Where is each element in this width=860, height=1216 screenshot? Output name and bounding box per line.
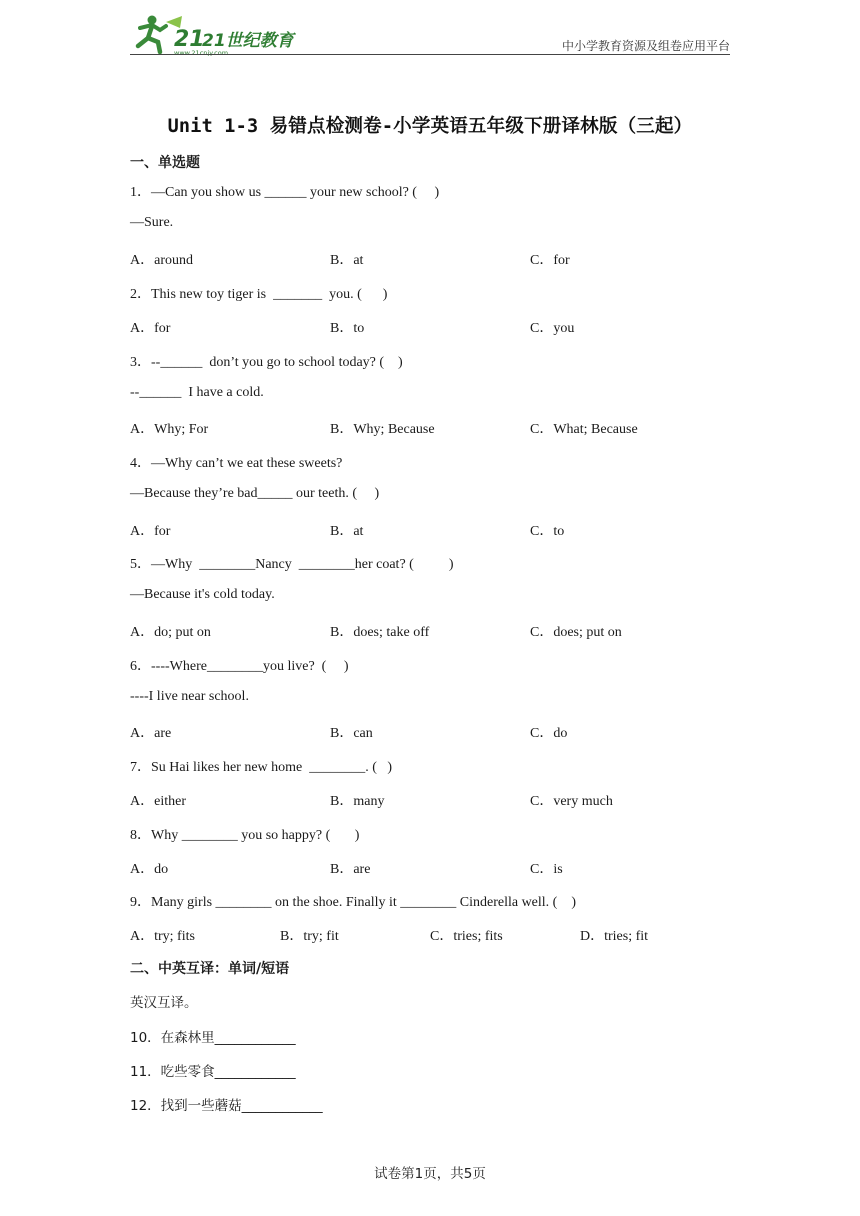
q9-option-c: C．tries; fits [430, 929, 503, 944]
q3-option-b: B．Why; Because [330, 422, 435, 437]
q6-option-b: B．can [330, 726, 373, 741]
question-7-stem: 7．Su Hai likes her new home ________. ( ) [130, 760, 393, 775]
page-number-footer: 试卷第1页，共5页 [374, 1166, 486, 1182]
q3-option-a: A．Why; For [130, 422, 209, 437]
question-1-stem: 1．—Can you show us ______ your new school? ( ) [130, 185, 440, 200]
q2-option-c: C．you [530, 321, 575, 336]
question-11: 11．吃些零食____________ [130, 1064, 296, 1080]
q7-option-a: A．either [130, 794, 186, 809]
question-3-reply: --______ I have a cold. [130, 385, 264, 400]
page-title: Unit 1-3 易错点检测卷-小学英语五年级下册译林版（三起） [167, 116, 693, 137]
question-5-reply: —Because it's cold today. [130, 587, 275, 602]
q5-option-c: C．does; put on [530, 625, 622, 640]
question-12: 12．找到一些蘑菇____________ [130, 1098, 323, 1114]
question-1-reply: —Sure. [130, 215, 174, 230]
q8-option-a: A．do [130, 862, 169, 877]
q1-option-b: B．at [330, 253, 364, 268]
q6-option-c: C．do [530, 726, 568, 741]
question-6-stem: 6．----Where________you live? ( ) [130, 659, 349, 674]
section-heading-1: 一、单选题 [130, 155, 200, 171]
q1-option-a: A．around [130, 253, 193, 268]
question-9-stem: 9．Many girls ________ on the shoe. Finally it ________ Cinderella well. ( ) [130, 895, 577, 910]
question-4-stem: 4．—Why can’t we eat these sweets? [130, 456, 343, 471]
q9-option-d: D．tries; fit [580, 929, 649, 944]
question-8-stem: 8．Why ________ you so happy? ( ) [130, 828, 360, 843]
q4-option-c: C．to [530, 524, 565, 539]
question-10: 10．在森林里____________ [130, 1030, 296, 1046]
q9-option-a: A．try; fits [130, 929, 195, 944]
section-2-instruction: 英汉互译。 [130, 995, 198, 1011]
q1-option-c: C．for [530, 253, 570, 268]
q5-option-a: A．do; put on [130, 625, 211, 640]
q4-option-a: A．for [130, 524, 171, 539]
question-2-stem: 2．This new toy tiger is _______ you. ( ) [130, 287, 388, 302]
header-divider [130, 54, 730, 55]
site-name: 中小学教育资源及组卷应用平台 [561, 39, 730, 53]
question-6-reply: ----I live near school. [130, 689, 249, 704]
logo-text: 21世纪教育 [202, 31, 294, 51]
svg-text:21: 21 [174, 27, 205, 52]
q8-option-b: B．are [330, 862, 371, 877]
q7-option-c: C．very much [530, 794, 613, 809]
svg-text:www.21cnjy.com: www.21cnjy.com [174, 49, 229, 56]
question-4-reply: —Because they’re bad_____ our teeth. ( ) [130, 486, 380, 501]
q3-option-c: C．What; Because [530, 422, 638, 437]
q5-option-b: B．does; take off [330, 625, 430, 640]
question-3-stem: 3．--______ don’t you go to school today? ( ) [130, 355, 403, 370]
page-header [130, 12, 730, 56]
q2-option-a: A．for [130, 321, 171, 336]
q2-option-b: B．to [330, 321, 365, 336]
section-heading-2: 二、中英互译：单词/短语 [130, 961, 290, 977]
q4-option-b: B．at [330, 524, 364, 539]
q6-option-a: A．are [130, 726, 172, 741]
q8-option-c: C．is [530, 862, 563, 877]
question-5-stem: 5．—Why ________Nancy ________her coat? ( ) [130, 557, 454, 572]
q7-option-b: B．many [330, 794, 385, 809]
q9-option-b: B．try; fit [280, 929, 339, 944]
